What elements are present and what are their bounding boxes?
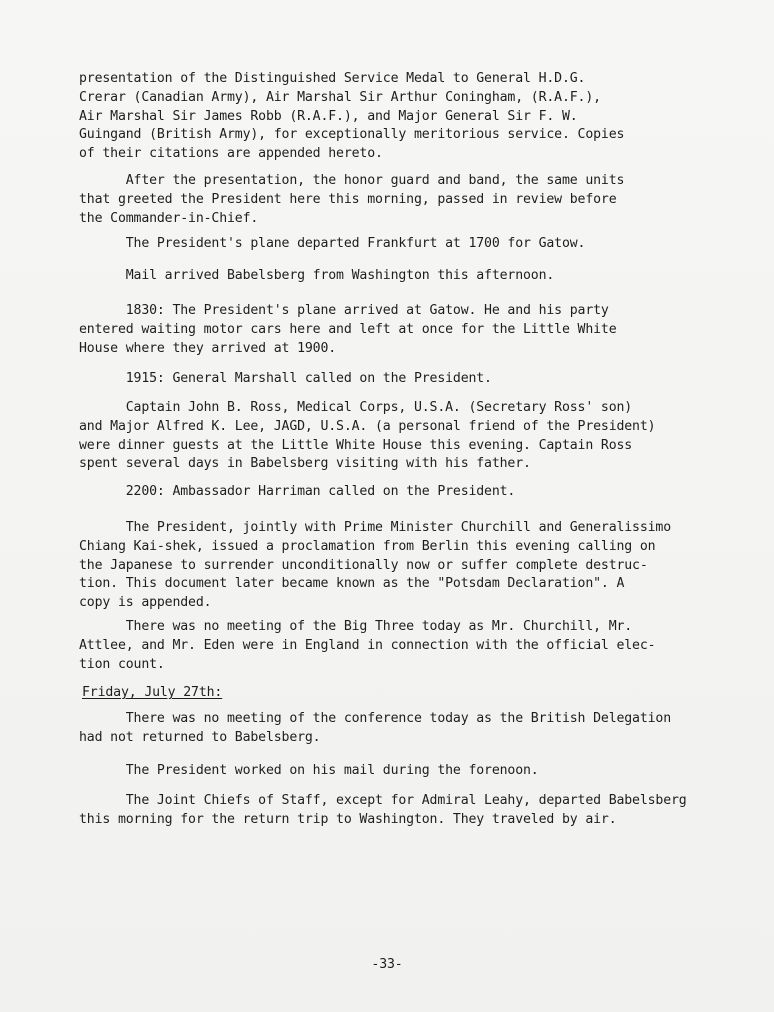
text-line: The President, jointly with Prime Minister Churchill and Generalissimo: [79, 520, 672, 535]
text-line: There was no meeting of the conference today as the British Delegation: [79, 711, 672, 726]
text-line: presentation of the Distinguished Service Medal to General H.D.G.: [79, 71, 586, 86]
paragraph-plane-arrived: [79, 302, 719, 358]
text-line: Attlee, and Mr. Eden were in England in connection with the official elec-: [79, 637, 656, 653]
text-line: 1830: The President's plane arrived at Gatow. He and his party: [79, 303, 609, 318]
text-line: the Japanese to surrender unconditionally now or suffer complete destruc-: [79, 557, 648, 573]
text-line: tion. This document later became known as the "Potsdam Declaration". A: [79, 576, 625, 592]
section-heading-date: Friday, July 27th:: [82, 685, 223, 700]
paragraph-joint-chiefs-departed: [79, 792, 719, 830]
paragraph-review: [79, 172, 719, 228]
paragraph-no-big-three-meeting: [79, 618, 719, 674]
text-line: and Major Alfred K. Lee, JAGD, U.S.A. (a personal friend of the President): [79, 418, 656, 434]
paragraph-worked-on-mail: [79, 762, 719, 781]
text-line: The President worked on his mail during the forenoon.: [79, 763, 539, 778]
paragraph-no-conference-meeting: [79, 710, 719, 748]
text-line: tion count.: [79, 656, 165, 672]
text-line: The President's plane departed Frankfurt at 1700 for Gatow.: [79, 236, 586, 251]
text-line: The Joint Chiefs of Staff, except for Admiral Leahy, departed Babelsberg: [79, 793, 687, 808]
paragraph-plane-departed: [79, 235, 719, 254]
text-line: the Commander-in-Chief.: [79, 210, 259, 226]
text-line: House where they arrived at 1900.: [79, 340, 337, 356]
paragraph-potsdam-declaration: [79, 519, 719, 613]
text-line: entered waiting motor cars here and left at once for the Little White: [79, 321, 617, 337]
text-line: of their citations are appended hereto.: [79, 146, 383, 162]
text-line: this morning for the return trip to Washington. They traveled by air.: [79, 811, 617, 827]
paragraph-harriman-called: [79, 483, 719, 502]
paragraph-medal-presentation: [79, 70, 719, 164]
text-line: Air Marshal Sir James Robb (R.A.F.), and Major General Sir F. W.: [79, 108, 578, 124]
paragraph-dinner-guests: [79, 399, 719, 474]
text-line: had not returned to Babelsberg.: [79, 729, 321, 745]
text-line: Chiang Kai-shek, issued a proclamation from Berlin this evening calling on: [79, 538, 656, 554]
paragraph-marshall-called: [79, 370, 719, 389]
text-line: were dinner guests at the Little White House this evening. Captain Ross: [79, 437, 633, 453]
page-number: -33-: [371, 957, 403, 972]
paragraph-mail-arrived: [79, 267, 719, 286]
text-line: copy is appended.: [79, 595, 212, 611]
text-line: that greeted the President here this morning, passed in review before: [79, 191, 617, 207]
text-line: Crerar (Canadian Army), Air Marshal Sir Arthur Coningham, (R.A.F.),: [79, 89, 601, 105]
text-line: Mail arrived Babelsberg from Washington this afternoon.: [79, 268, 555, 283]
text-line: 2200: Ambassador Harriman called on the President.: [79, 484, 516, 499]
text-line: Guingand (British Army), for exceptionally meritorious service. Copies: [79, 127, 625, 143]
text-line: After the presentation, the honor guard and band, the same units: [79, 173, 625, 188]
text-line: There was no meeting of the Big Three today as Mr. Churchill, Mr.: [79, 619, 633, 634]
text-line: Captain John B. Ross, Medical Corps, U.S.A. (Secretary Ross' son): [79, 400, 633, 415]
text-line: spent several days in Babelsberg visiting with his father.: [79, 456, 531, 472]
text-line: 1915: General Marshall called on the President.: [79, 371, 492, 386]
